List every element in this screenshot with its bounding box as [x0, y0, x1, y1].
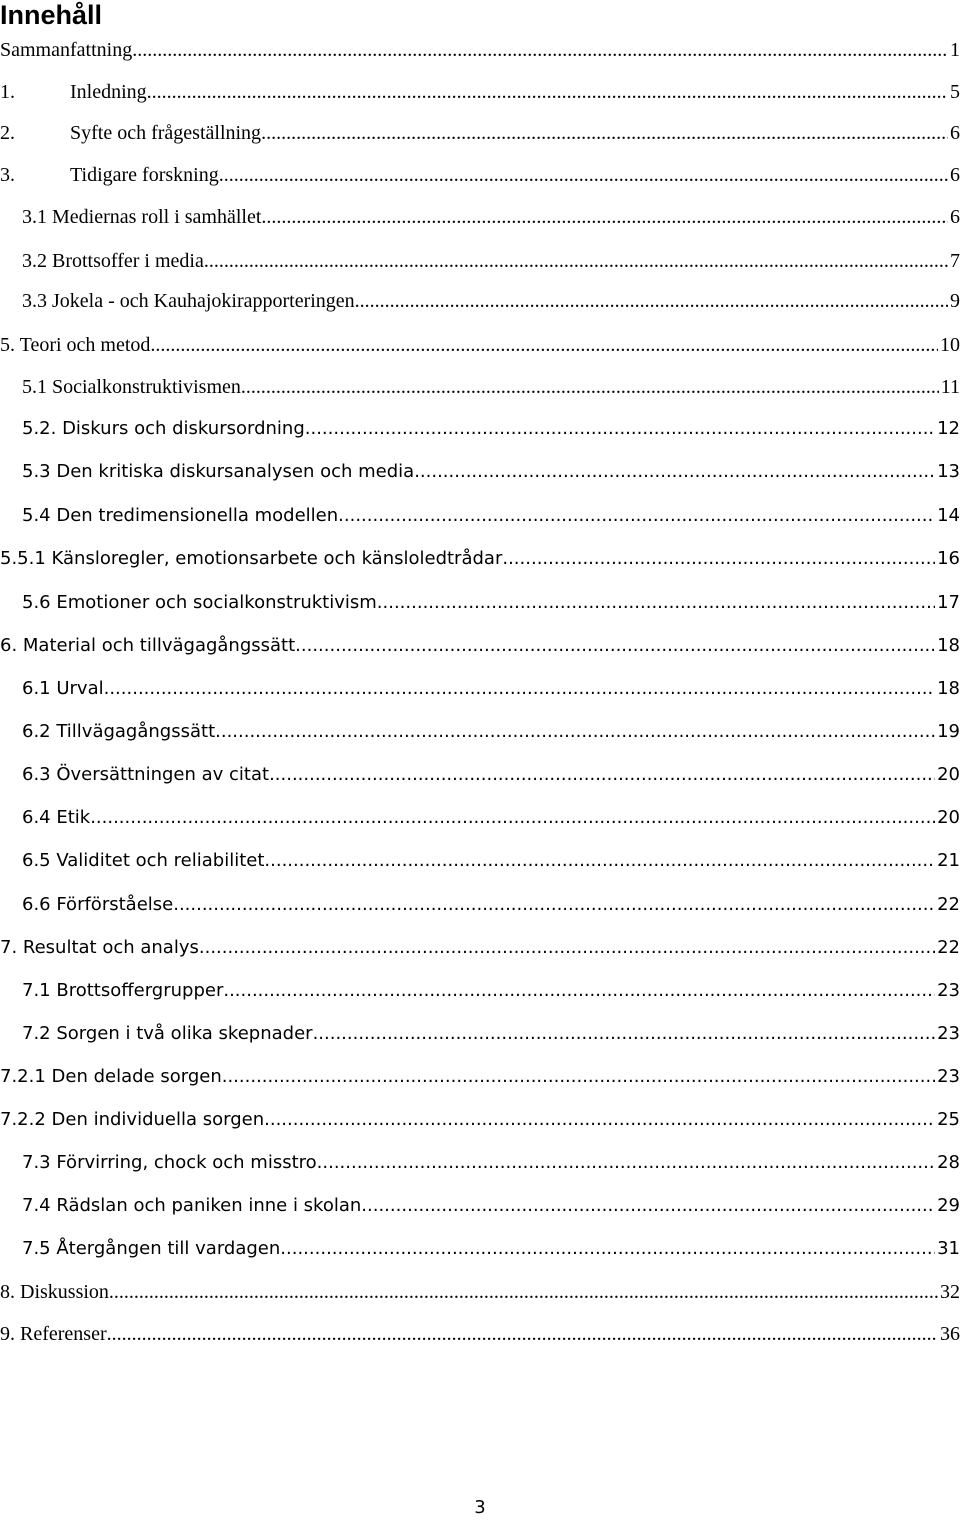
toc-entry-label: 3.1 Mediernas roll i samhället — [22, 206, 262, 228]
toc-entry-label: 7.1 Brottsoffergrupper — [22, 980, 224, 1001]
toc-entry-label: 7.3 Förvirring, chock och misstro — [22, 1152, 317, 1173]
toc-entry-number: 1. — [0, 81, 15, 103]
toc-dot-leader — [317, 1148, 935, 1178]
toc-entry-6-3[interactable] — [22, 760, 960, 790]
toc-entry-label: 6.6 Förförståelse — [22, 894, 174, 915]
toc-dot-leader — [305, 414, 935, 444]
toc-entry-label: 6.5 Validitet och reliabilitet — [22, 850, 265, 871]
toc-entry-6-5[interactable] — [22, 846, 960, 876]
toc-entry-page: 16 — [937, 548, 960, 569]
toc-entry-label: 3.2 Brottsoffer i media — [22, 250, 204, 272]
toc-entry-6[interactable] — [0, 631, 960, 661]
toc-entry-page: 29 — [937, 1195, 960, 1216]
toc-title: Innehåll — [0, 0, 103, 30]
toc-entry-page: 7 — [950, 250, 960, 272]
toc-entry-page: 23 — [937, 1023, 960, 1044]
toc-entry-3-2[interactable] — [22, 246, 960, 276]
toc-entry-page: 6 — [950, 206, 960, 228]
toc-entry-8[interactable] — [0, 1277, 960, 1307]
toc-entry-5-1[interactable] — [22, 372, 960, 402]
toc-entry-page: 6 — [950, 164, 960, 186]
toc-entry-label: 6.3 Översättningen av citat — [22, 764, 270, 785]
toc-entry-page: 25 — [937, 1109, 960, 1130]
toc-entry-5-5-1[interactable] — [0, 544, 960, 574]
toc-entry-page: 17 — [937, 592, 960, 613]
toc-entry-7-2-1[interactable] — [0, 1062, 960, 1092]
toc-entry-page: 5 — [950, 81, 960, 103]
toc-entry-page: 22 — [937, 894, 960, 915]
toc-entry-page: 22 — [937, 937, 960, 958]
toc-entry-page: 28 — [937, 1152, 960, 1173]
toc-entry-label: Inledning — [70, 81, 147, 103]
toc-entry-6-2[interactable] — [22, 717, 960, 747]
toc-entry-7[interactable] — [0, 933, 960, 963]
toc-entry-5-3[interactable] — [22, 457, 960, 487]
toc-entry-label: 5. Teori och metod — [0, 334, 151, 356]
toc-entry-page: 10 — [940, 334, 960, 356]
toc-entry-7-4[interactable] — [22, 1191, 960, 1221]
toc-dot-leader — [338, 501, 935, 531]
toc-dot-leader — [269, 760, 935, 790]
toc-entry-label: 5.6 Emotioner och socialkonstruktivism — [22, 592, 377, 613]
toc-entry-7-5[interactable] — [22, 1234, 960, 1264]
toc-dot-leader — [313, 1019, 936, 1049]
toc-entry-label: 6.4 Etik — [22, 807, 91, 828]
toc-entry-page: 21 — [937, 850, 960, 871]
toc-dot-leader — [132, 35, 948, 65]
page-number: 3 — [474, 1497, 486, 1518]
toc-entry-7-3[interactable] — [22, 1148, 960, 1178]
toc-entry-page: 11 — [940, 376, 960, 398]
toc-entry-label: Syfte och frågeställning — [70, 122, 262, 144]
toc-dot-leader — [147, 77, 948, 107]
toc-entry-label: Tidigare forskning — [70, 164, 219, 186]
toc-dot-leader — [219, 160, 948, 190]
toc-entry-sammanfattning[interactable] — [0, 35, 960, 65]
toc-entry-page: 6 — [950, 122, 960, 144]
toc-dot-leader — [173, 890, 935, 920]
toc-entry-5-2[interactable] — [22, 414, 960, 444]
toc-entry-number: 2. — [0, 122, 15, 144]
toc-dot-leader — [361, 1191, 935, 1221]
toc-entry-label: 5.5.1 Känsloregler, emotionsarbete och känsloledtrådar — [0, 548, 503, 569]
toc-dot-leader — [264, 846, 935, 876]
toc-entry-page: 20 — [937, 764, 960, 785]
toc-dot-leader — [280, 1234, 935, 1264]
toc-entry-9[interactable] — [0, 1319, 960, 1349]
toc-entry-page: 12 — [937, 418, 960, 439]
toc-entry-page: 14 — [937, 505, 960, 526]
toc-entry-5-4[interactable] — [22, 501, 960, 531]
toc-entry-label: 6. Material och tillvägagångssätt — [0, 635, 296, 656]
toc-entry-6-1[interactable] — [22, 674, 960, 704]
toc-entry-label: 7.2.1 Den delade sorgen — [0, 1066, 222, 1087]
toc-entry-page: 20 — [937, 807, 960, 828]
toc-entry-label: 8. Diskussion — [0, 1281, 109, 1303]
toc-dot-leader — [90, 803, 935, 833]
toc-entry-3-1[interactable] — [22, 202, 960, 232]
toc-dot-leader — [295, 631, 935, 661]
toc-entry-6-4[interactable] — [22, 803, 960, 833]
toc-dot-leader — [215, 717, 935, 747]
toc-entry-page: 1 — [950, 39, 960, 61]
toc-entry-page: 9 — [950, 290, 960, 312]
toc-entry-label: 3.3 Jokela - och Kauhajokirapporteringen — [22, 290, 355, 312]
toc-entry-page: 31 — [937, 1238, 960, 1259]
toc-entry-syfte[interactable] — [0, 118, 960, 148]
toc-entry-label: 9. Referenser — [0, 1323, 107, 1345]
toc-entry-label: 5.2. Diskurs och diskursordning — [22, 418, 305, 439]
toc-entry-page: 18 — [937, 678, 960, 699]
toc-entry-label: 5.1 Socialkonstruktivismen — [22, 376, 241, 398]
toc-dot-leader — [199, 933, 935, 963]
toc-dot-leader — [109, 1277, 938, 1307]
toc-entry-label: 7. Resultat och analys — [0, 937, 199, 958]
toc-entry-page: 36 — [940, 1323, 960, 1345]
toc-dot-leader — [150, 330, 938, 360]
toc-entry-label: 6.1 Urval — [22, 678, 104, 699]
toc-entry-page: 23 — [937, 1066, 960, 1087]
toc-entry-page: 18 — [937, 635, 960, 656]
toc-dot-leader — [204, 246, 948, 276]
toc-dot-leader — [222, 1062, 935, 1092]
toc-entry-5[interactable] — [0, 330, 960, 360]
toc-entry-label: Sammanfattning — [0, 39, 133, 61]
toc-entry-label: 7.4 Rädslan och paniken inne i skolan — [22, 1195, 362, 1216]
toc-dot-leader — [264, 1105, 935, 1135]
toc-entry-page: 23 — [937, 980, 960, 1001]
toc-dot-leader — [355, 286, 948, 316]
toc-dot-leader — [502, 544, 935, 574]
toc-dot-leader — [261, 202, 948, 232]
toc-dot-leader — [104, 674, 935, 704]
toc-entry-label: 7.5 Återgången till vardagen — [22, 1238, 281, 1259]
toc-entry-7-2[interactable] — [22, 1019, 960, 1049]
toc-dot-leader — [414, 457, 935, 487]
toc-entry-label: 7.2 Sorgen i två olika skepnader — [22, 1023, 313, 1044]
toc-dot-leader — [261, 118, 948, 148]
toc-dot-leader — [241, 372, 939, 402]
toc-dot-leader — [377, 588, 935, 618]
toc-entry-7-1[interactable] — [22, 976, 960, 1006]
toc-entry-label: 5.4 Den tredimensionella modellen — [22, 505, 339, 526]
toc-entry-label: 5.3 Den kritiska diskursanalysen och media — [22, 461, 415, 482]
toc-entry-6-6[interactable] — [22, 890, 960, 920]
toc-entry-page: 13 — [937, 461, 960, 482]
toc-dot-leader — [223, 976, 935, 1006]
toc-entry-number: 3. — [0, 164, 15, 186]
toc-dot-leader — [107, 1319, 938, 1349]
toc-entry-label: 7.2.2 Den individuella sorgen — [0, 1109, 265, 1130]
toc-entry-page: 19 — [937, 721, 960, 742]
toc-entry-5-6[interactable] — [22, 588, 960, 618]
toc-entry-label: 6.2 Tillvägagångssätt — [22, 721, 216, 742]
toc-entry-inledning[interactable] — [0, 77, 960, 107]
toc-entry-tidigare-forskning[interactable] — [0, 160, 960, 190]
toc-entry-7-2-2[interactable] — [0, 1105, 960, 1135]
toc-entry-3-3[interactable] — [22, 286, 960, 316]
toc-entry-page: 32 — [940, 1281, 960, 1303]
